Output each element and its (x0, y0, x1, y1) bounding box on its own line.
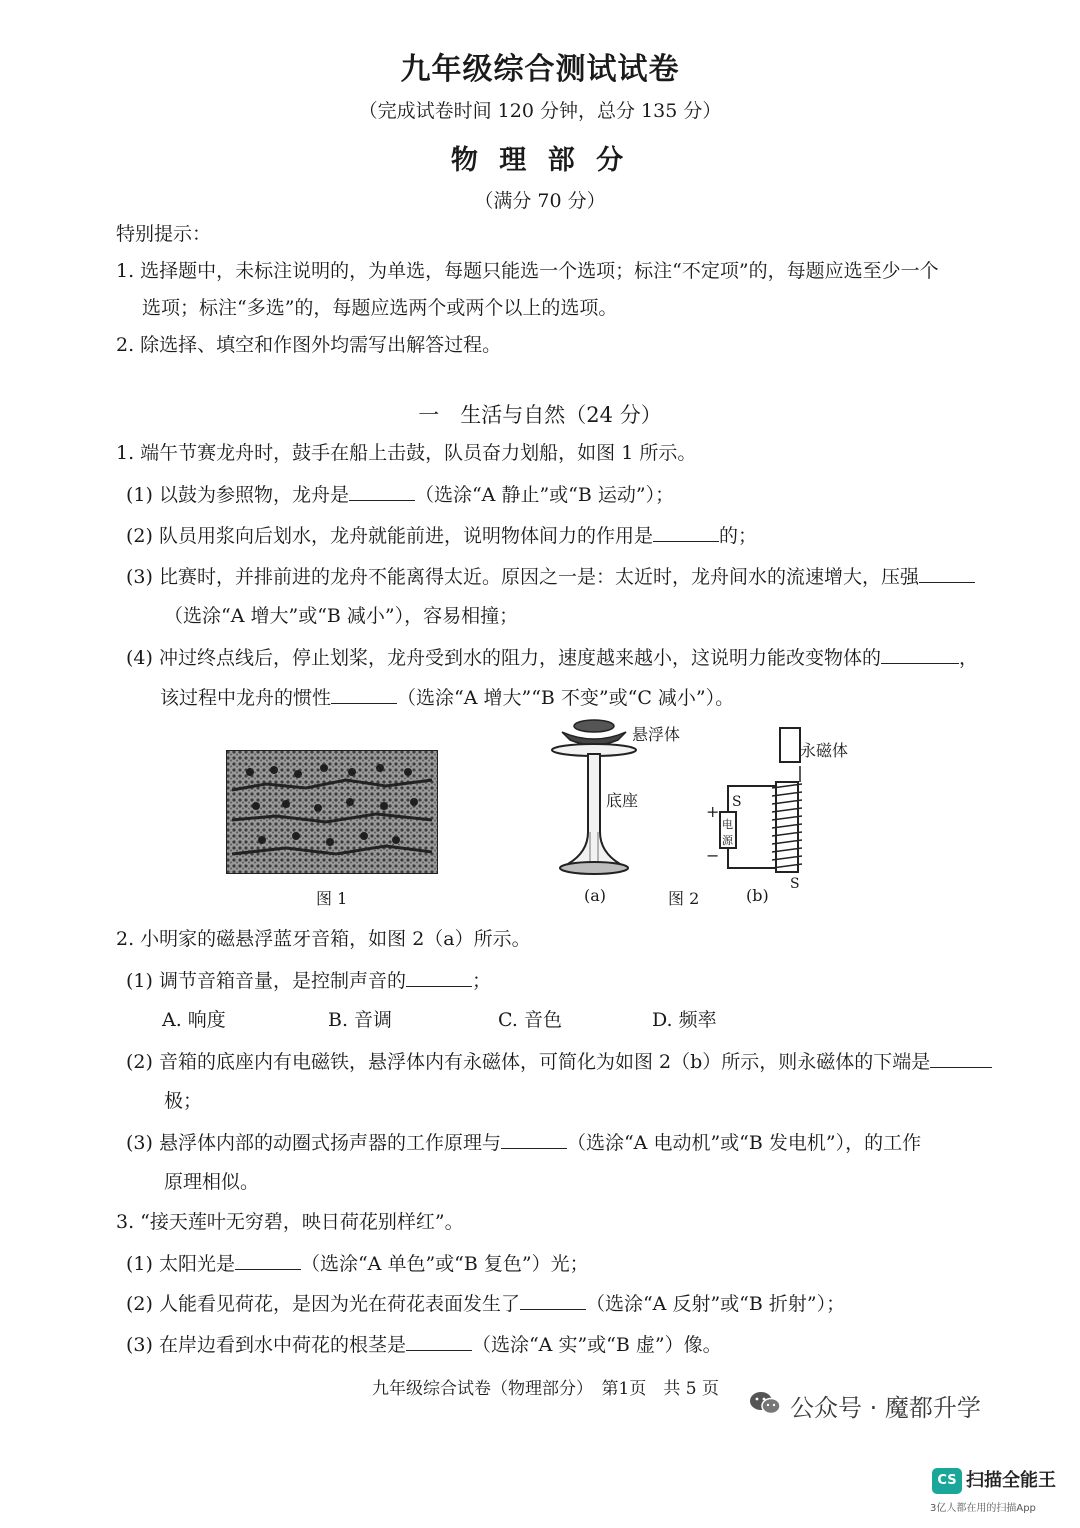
notice-item-2: 2. 除选择、填空和作图外均需写出解答过程。 (116, 334, 502, 356)
power-label-1: 电 (722, 818, 733, 831)
notice-item-1-cont: 选项；标注“多选”的，每题应选两个或两个以上的选项。 (142, 297, 618, 319)
levitator-label: 悬浮体 (632, 725, 681, 744)
part-heading: 一 生活与自然（24 分） (418, 403, 662, 427)
q1-stem: 1. 端午节赛龙舟时，鼓手在船上击鼓，队员奋力划船，如图 1 所示。 (116, 442, 697, 464)
answer-blank[interactable] (406, 968, 472, 987)
answer-blank[interactable] (235, 1251, 301, 1270)
q2-option-c: C. 音色 (498, 1009, 562, 1031)
q2-option-b: B. 音调 (328, 1009, 393, 1031)
section-title: 物 理 部 分 (450, 145, 630, 176)
q2-sub3: (3) 悬浮体内部的动圈式扬声器的工作原理与 （选涂“A 电动机”或“B 发电机”），的工作 (126, 1132, 922, 1154)
plus-terminal: + (706, 802, 720, 821)
q1-sub2: (2) 队员用浆向后划水，龙舟就能前进，说明物体间力的作用是 的； (126, 525, 757, 547)
camscanner-logo-icon: CS (932, 1468, 962, 1494)
q2-option-a: A. 响度 (162, 1009, 226, 1031)
figure-2b-label: (b) (746, 886, 769, 905)
q1-sub4: (4) 冲过终点线后，停止划桨，龙舟受到水的阻力，速度越来越小，这说明力能改变物体的 ， (126, 647, 978, 669)
notice-item-1: 1. 选择题中，未标注说明的，为单选，每题只能选一个选项；标注“不定项”的，每题应选至少一个 (116, 260, 939, 282)
q3-sub1: (1) 太阳光是 （选涂“A 单色”或“B 复色”）光； (126, 1253, 589, 1275)
answer-blank[interactable] (930, 1049, 992, 1068)
answer-blank[interactable] (881, 645, 959, 664)
pole-label-bottom: S (790, 876, 800, 892)
answer-blank[interactable] (520, 1291, 586, 1310)
page-footer: 九年级综合试卷（物理部分） 第1页 共 5 页 (372, 1379, 719, 1399)
answer-blank[interactable] (406, 1332, 472, 1351)
q3-sub2: (2) 人能看见荷花，是因为光在荷花表面发生了 （选涂“A 反射”或“B 折射”）； (126, 1293, 846, 1315)
answer-blank[interactable] (501, 1130, 567, 1149)
answer-blank[interactable] (331, 685, 397, 704)
minus-terminal: − (706, 846, 720, 865)
figure-2-label: 图 2 (668, 889, 700, 908)
base-label: 底座 (606, 791, 639, 810)
power-label-2: 源 (722, 834, 733, 847)
q1-sub1: (1) 以鼓为参照物，龙舟是 （选涂“A 静止”或“B 运动”）； (126, 484, 675, 506)
pole-label-top: S (732, 794, 742, 810)
magnet-label: 永磁体 (800, 741, 849, 760)
camscanner-tagline: 3亿人都在用的扫描App (930, 1503, 1036, 1514)
exam-title: 九年级综合测试试卷 (400, 52, 680, 87)
figure-2a-label: (a) (584, 886, 607, 905)
q2-stem: 2. 小明家的磁悬浮蓝牙音箱，如图 2（a）所示。 (116, 928, 531, 950)
answer-blank[interactable] (919, 564, 975, 583)
answer-blank[interactable] (349, 482, 415, 501)
answer-blank[interactable] (653, 523, 719, 542)
q1-sub4-cont: 该过程中龙舟的惯性 （选涂“A 增大”“B 不变”或“C 减小”）。 (160, 687, 735, 709)
exam-subtitle: （完成试卷时间 120 分钟，总分 135 分） (358, 100, 722, 122)
wechat-icon (748, 1390, 782, 1416)
wechat-watermark: 公众号 · 魔都升学 (790, 1394, 981, 1422)
q1-sub3-cont: （选涂“A 增大”或“B 减小”），容易相撞； (164, 605, 519, 627)
q3-sub3: (3) 在岸边看到水中荷花的根茎是 （选涂“A 实”或“B 虚”）像。 (126, 1334, 722, 1356)
section-score: （满分 70 分） (474, 190, 606, 212)
notice-label: 特别提示： (116, 223, 212, 245)
figure-1-label: 图 1 (316, 889, 348, 908)
q2-sub2-cont: 极； (164, 1090, 203, 1112)
figure-1-dragon-boat-photo (226, 750, 438, 874)
q2-sub3-cont: 原理相似。 (164, 1171, 260, 1193)
q2-sub1: (1) 调节音箱音量，是控制声音的 ； (126, 970, 491, 992)
q1-sub3: (3) 比赛时，并排前进的龙舟不能离得太近。原因之一是：太近时，龙舟间水的流速增大，压强 (126, 564, 975, 589)
camscanner-name: 扫描全能王 (966, 1470, 1056, 1491)
q2-sub2: (2) 音箱的底座内有电磁铁，悬浮体内有永磁体，可简化为如图 2（b）所示，则永磁体的下端是 (126, 1049, 992, 1074)
q2-option-d: D. 频率 (652, 1009, 717, 1031)
q3-stem: 3. “接天莲叶无穷碧，映日荷花别样红”。 (116, 1211, 464, 1233)
